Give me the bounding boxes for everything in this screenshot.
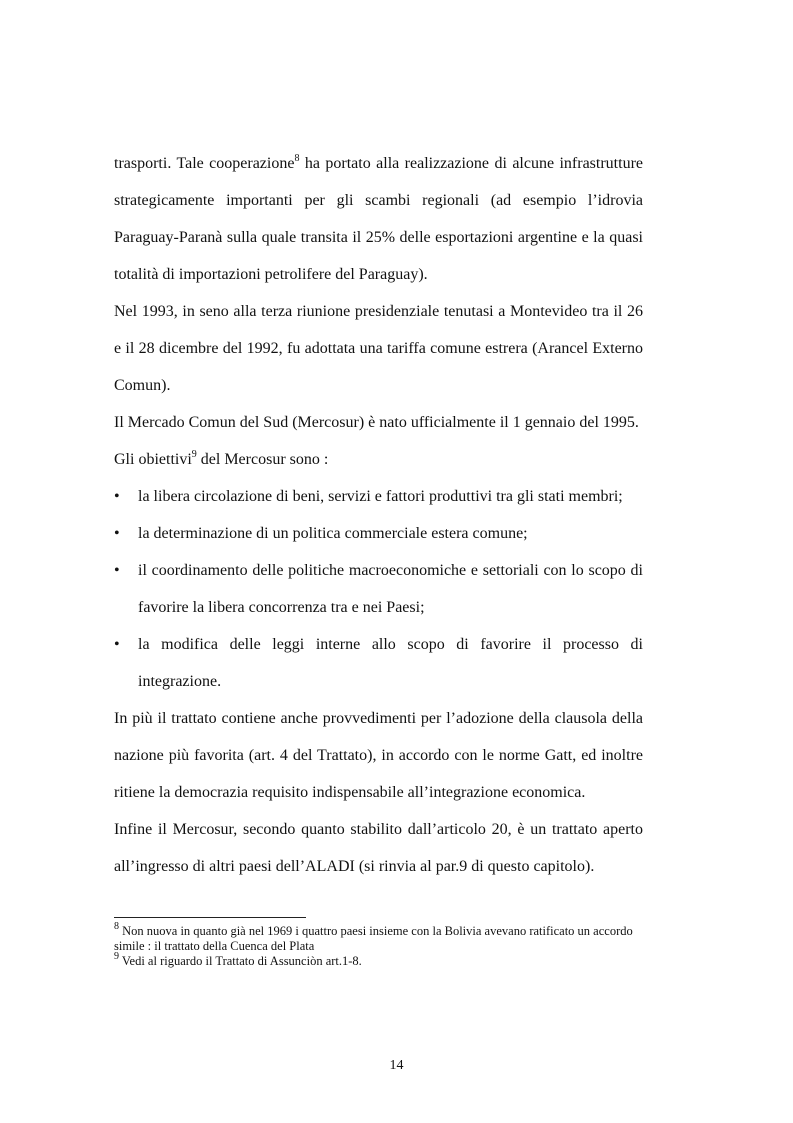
page-number: 14 <box>389 1058 404 1073</box>
footnote-9: $^9$ Vedi al riguardo il Trattato di Assunciòn art.1-8. <box>114 950 362 968</box>
list-item: • la determinazione di un politica commerciale estera comune; <box>114 515 643 552</box>
footnote-8: $^8$ Non nuova in quanto già nel 1969 i quattro paesi insieme con la Bolivia avevano ratificato un accordo simile : il trattato della Cuenca del Plata <box>114 920 633 953</box>
list-item: • la libera circolazione di beni, servizi e fattori produttivi tra gli stati membri; <box>114 478 643 515</box>
objectives-list <box>114 478 643 700</box>
footnote-ref-8[interactable]: 8 <box>294 152 300 164</box>
footnote-ref-9[interactable]: 9 <box>191 448 197 460</box>
paragraph-mercosur-birth: Il Mercado Comun del Sud (Mercosur) è nato ufficialmente il 1 gennaio del 1995. <box>114 414 639 431</box>
bullet-icon: • <box>114 525 120 542</box>
paragraph-treaty-provisions: In più il trattato contiene anche provvedimenti per l’adozione della clausola della nazione più favorita (art. 4 del Trattato), in accordo con le norme Gatt, ed inoltre ritiene la democrazia requisito indispensabile all’integrazione economica. <box>114 710 643 801</box>
footnotes <box>114 920 643 969</box>
bullet-icon: • <box>114 636 120 653</box>
paragraph-infrastructure: trasporti. Tale cooperazione$^8$ ha portato alla realizzazione di alcune infrastrutture strategicamente importanti per gli scambi regionali (ad esempio l’idrovia Paraguay-Paranà sulla quale transita il 25% delle esportazioni argentine e la quasi totalità di importazioni petrolifere del Paraguay). <box>114 152 644 283</box>
bullet-icon: • <box>114 562 120 579</box>
body-text <box>114 145 643 885</box>
footnote-divider <box>114 917 306 918</box>
list-item: • la modifica delle leggi interne allo scopo di favorire il processo di integrazione. <box>114 626 643 700</box>
list-item: • il coordinamento delle politiche macroeconomiche e settoriali con lo scopo di favorire la libera concorrenza tra e nei Paesi; <box>114 552 643 626</box>
paragraph-objectives-intro: Gli obiettivi$^9$ del Mercosur sono : <box>114 448 329 468</box>
paragraph-open-treaty: Infine il Mercosur, secondo quanto stabilito dall’articolo 20, è un trattato aperto all’ingresso di altri paesi dell’ALADI (si rinvia al par.9 di questo capitolo). <box>114 821 643 875</box>
paragraph-tariff: Nel 1993, in seno alla terza riunione presidenziale tenutasi a Montevideo tra il 26 e il 28 dicembre del 1992, fu adottata una tariffa comune estrera (Arancel Externo Comun). <box>114 303 643 394</box>
bullet-icon: • <box>114 488 120 505</box>
